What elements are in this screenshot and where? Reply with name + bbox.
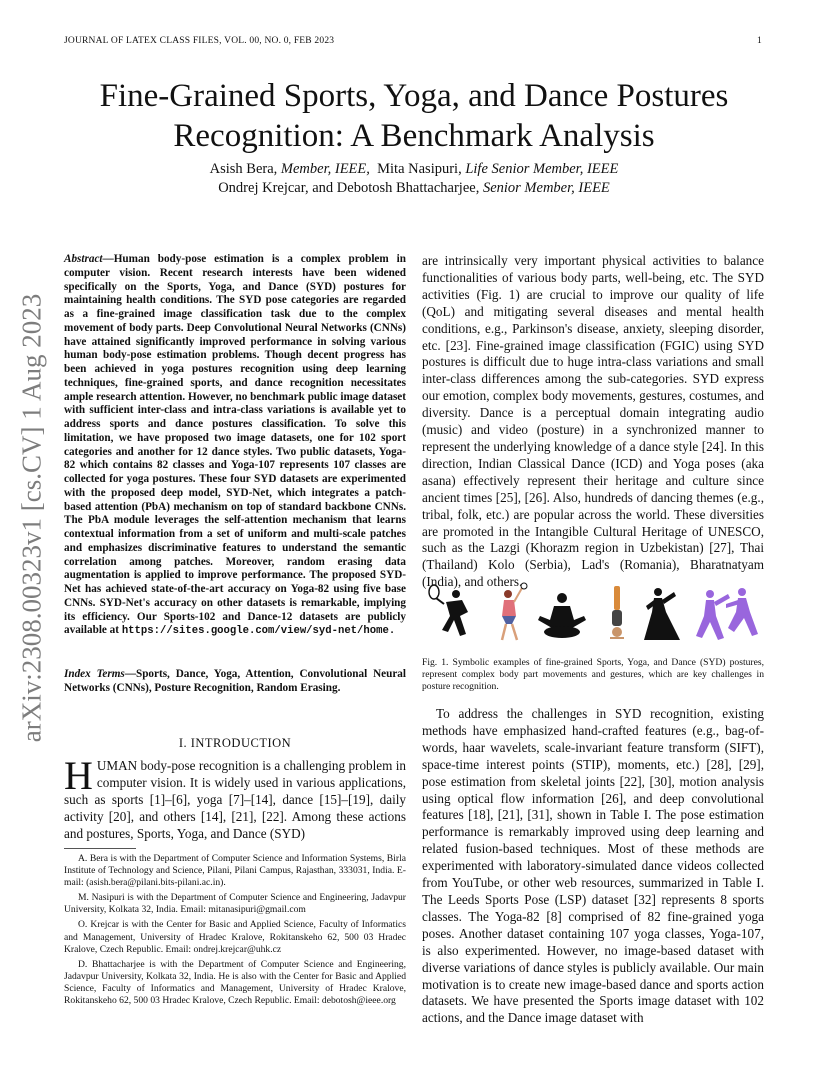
- page-number: 1: [757, 36, 762, 46]
- section-title: INTRODUCTION: [190, 736, 292, 750]
- footnote-bhattacharjee: D. Bhattacharjee is with the Department of Computer Science and Engineering, Jadavpur University, Kolkata 32, India. He is also with the Center for Basic and Applied Science, Faculty of Informatics and Management, University of Hradec Kralove, Rokitanskeho 62, 500 03 Hradec Kralove, Czech Republic. Email: debotosh@ieee.org: [64, 958, 406, 1007]
- footnote-rule: [64, 848, 136, 849]
- dancing-couple-icon: [696, 588, 758, 640]
- section-heading: [64, 736, 406, 751]
- abstract-text: Human body-pose estimation is a complex problem in computer vision. Recent research interests have been widened specifically on the Sports, Yoga, and Dance (SYD) postures for maintaining health conditions. The SYD pose categories are regarded as a fine-grained image classification task due to the complex movement of body parts. Deep Convolutional Neural Networks (CNNs) have attained significantly improved performance in solving various human body-pose estimation problems. Though decent progress has been achieved in yoga postures recognition using deep learning techniques, fine-grained sports, and dance recognition necessitates ample research attention. However, no benchmark public image dataset with sufficient inter-class and intra-class variations is available yet to address sports and dance postures classification. To solve this limitation, we have proposed two image datasets, one for 102 sport categories and another for 12 dance styles. Two public datasets, Yoga-82 which contains 82 classes and Yoga-107 represents 107 classes are collected for yoga postures. These four SYD datasets are experimented with the proposed deep model, SYD-Net, which integrates a patch-based attention (PbA) mechanism on top of standard backbone CNNs. The PbA module leverages the self-attention mechanism that learns contextual information from a set of uniform and multi-scale patches and emphasizes discriminative features to understand the semantic correlation among patches. Moreover, random erasing data augmentation is applied to improve performance. The proposed SYD-Net has achieved state-of-the-art accuracy on Yoga-82 using five base CNNs. SYD-Net's accuracy on other datasets is remarkable, implying its efficiency. Our Sports-102 and Dance-12 datasets are publicly available at: [64, 253, 406, 637]
- arxiv-stamp: [10, 288, 54, 748]
- index-terms-label: Index Terms: [64, 668, 125, 680]
- paper-title: Fine-Grained Sports, Yoga, and Dance Postures Recognition: A Benchmark Analysis: [99, 78, 729, 154]
- abstract-label: Abstract: [64, 253, 103, 265]
- author-role-2: Life Senior Member, IEEE: [465, 161, 619, 177]
- author-names-3: Ondrej Krejcar, and Debotosh Bhattacharjee,: [218, 180, 480, 196]
- index-terms: Index Terms—Sports, Dance, Yoga, Attention, Convolutional Neural Networks (CNNs), Posture Recognition, Random Erasing.: [64, 668, 406, 694]
- intro-paragraph: [64, 753, 407, 843]
- running-head: JOURNAL OF LATEX CLASS FILES, VOL. 00, NO. 0, FEB 2023: [64, 36, 335, 46]
- abstract: Abstract—Human body-pose estimation is a complex problem in computer vision. Recent research interests have been widened specifically on the Sports, Yoga, and Dance (SYD) postures for maintaining health conditions. The SYD pose categories are regarded as a fine-grained image classification task due to the complex movement of body parts. Deep Convolutional Neural Networks (CNNs) have attained significantly improved performance in solving various human body-pose estimation problems. Though decent progress has been achieved in yoga postures recognition using deep learning techniques, fine-grained sports, and dance recognition necessitates ample research attention. However, no benchmark public image dataset with sufficient inter-class and intra-class variations is available yet to address sports and dance postures classification. To solve this limitation, we have proposed two image datasets, one for 102 sport categories and another for 12 dance styles. Two public datasets, Yoga-82 which contains 82 classes and Yoga-107 represents 107 classes are collected for yoga postures. These four SYD datasets are experimented with the proposed deep model, SYD-Net, which integrates a patch-based attention (PbA) mechanism on top of standard backbone CNNs. The PbA module leverages the self-attention mechanism that learns contextual information from a set of uniform and multi-scale patches and emphasizes discriminative features to understand the semantic correlation among patches. Moreover, random erasing data augmentation is applied to improve performance. The proposed SYD-Net has achieved state-of-the-art accuracy on Yoga-82 using five base CNNs. SYD-Net's accuracy on other datasets is remarkable, implying its efficiency. Our Sports-102 and Dance-12 datasets are publicly available at https://sites.google.com/view/syd-net/home.: [64, 253, 406, 638]
- index-terms-text: Sports, Dance, Yoga, Attention, Convolutional Neural Networks (CNNs), Posture Recognition, Random Erasing.: [64, 668, 406, 694]
- figure-caption-text: Symbolic examples of fine-grained Sports, Yoga, and Dance (SYD) postures, represent complex body part movements and gestures, which are key challenges in posture recognition.: [422, 657, 764, 693]
- arxiv-stamp-text: arXiv:2308.00323v1 [cs.CV] 1 Aug 2023: [16, 293, 47, 743]
- column-2-paragraph-1: are intrinsically very important physical activities to balance functionalities of various body parts, well-being, etc. The SYD activities (Fig. 1) are crucial to improve our quality of life (QoL) and mitigating several diseases and mental health conditions, e.g., Parkinson's disease, anxiety, sleeping disorder, etc. [23]. Fine-grained image classification (FGIC) using SYD postures is difficult due to huge intra-class variations and small inter-class differences among the sub-categories. SYD express our emotion, complex body movements, gestures, costumes, and diversity. Dance is a perceptual domain integrating audio (music) and video (posture) in a synchronized manner to represent the underlying knowledge of a dance style [24]. In this direction, Indian Classical Dance (ICD) and Yoga poses (aka asana) effectively represent their heritage and culture since ancient times [25], [26]. Also, hundreds of dancing themes (e.g., tribal, folk, etc.) are popular across the world. These diversities are promoted in the Intangible Cultural Heritage of UNESCO, such as the Lazgi (Khorazm region in Uzbekistan) [27], Thai (Thailand) Kolo (Serbia), Lad's (Romania), Bharatnatyam (India), and others.: [422, 253, 764, 590]
- dropcap: H: [64, 753, 93, 798]
- author-role-1: Member, IEEE,: [280, 161, 370, 177]
- intro-lead: UMAN: [96, 758, 138, 773]
- dataset-link[interactable]: https://sites.google.com/view/syd-net/home.: [121, 625, 396, 638]
- author-name-1: Asish Bera,: [209, 161, 278, 177]
- headstand-pose-icon: [610, 586, 624, 638]
- intro-text: body-pose recognition is a challenging problem in computer vision. It is widely used in various applications, such as sports [1]–[6], yoga [7]–[14], dance [15]–[19], daily activity [20], and others [14], [21], [22]. Among these actions and postures, Sports, Yoga, and Dance (SYD): [64, 758, 407, 841]
- author-block: [40, 160, 788, 198]
- badminton-player-icon: [502, 583, 527, 640]
- footnote-krejcar: O. Krejcar is with the Center for Basic and Applied Science, Faculty of Informatics and Management, University of Hradec Kralove, Rokitanskeho 62, 500 03 Hradec Kralove, Czech Republic. Email: ondrej.krejcar@uhk.cz: [64, 919, 406, 955]
- dancer-icon: [644, 588, 680, 640]
- author-line-2: [40, 179, 788, 198]
- column-2-paragraph-2: To address the challenges in SYD recognition, existing methods have emphasized hand-crafted features (e.g., bag-of-words, haar wavelets, scale-invariant feature transform (SIFT), space-time interest points (STIP), moments, etc.) [28], [29], pose estimation from skeletal joints [22], [30], motion analysis using optical flow information [26], and deep convolutional features [18], [21], [31], shown in Table I. The pose estimation performance is remarkably improved using deep learning and related fusion-based techniques. Most of these methods are experimented with laboratory-simulated dance videos collected from YouTube, or other web resources, summarized in Table I. The Leeds Sports Pose (LSP) dataset [32] represents 8 sports classes. The Yoga-82 [8] comprised of 82 fine-grained yoga poses. Another dataset containing 107 yoga classes, Yoga-107, is also experimented. However, no image-based dataset with diverse variations of dance styles is publicly available. Our main motivation is to create new image-based dance and sports action datasets. We have presented the Sports image dataset with 102 actions, and the Dance image dataset with: [422, 706, 764, 1026]
- footnote-bera: A. Bera is with the Department of Computer Science and Information Systems, Birla Institute of Technology and Science, Pilani, Pilani Campus, Rajasthan, 333031, India. E-mail: (asish.bera@pilani.bits-pilani.ac.in).: [64, 853, 406, 889]
- author-role-3: Senior Member, IEEE: [482, 180, 610, 196]
- footnote-nasipuri: M. Nasipuri is with the Department of Computer Science and Engineering, Jadavpur University, Kolkata 32, India. Email: mitanasipuri@gmail.com: [64, 892, 406, 916]
- meditation-pose-icon: [538, 593, 586, 638]
- footnotes: [64, 853, 406, 1010]
- tennis-player-icon: [429, 585, 468, 636]
- figure-1: [422, 582, 764, 648]
- author-name-2: Mita Nasipuri,: [377, 161, 462, 177]
- figure-label: Fig. 1.: [422, 657, 449, 668]
- figure-caption: [422, 657, 764, 693]
- author-line-1: [40, 160, 788, 179]
- section-number: I.: [178, 736, 188, 750]
